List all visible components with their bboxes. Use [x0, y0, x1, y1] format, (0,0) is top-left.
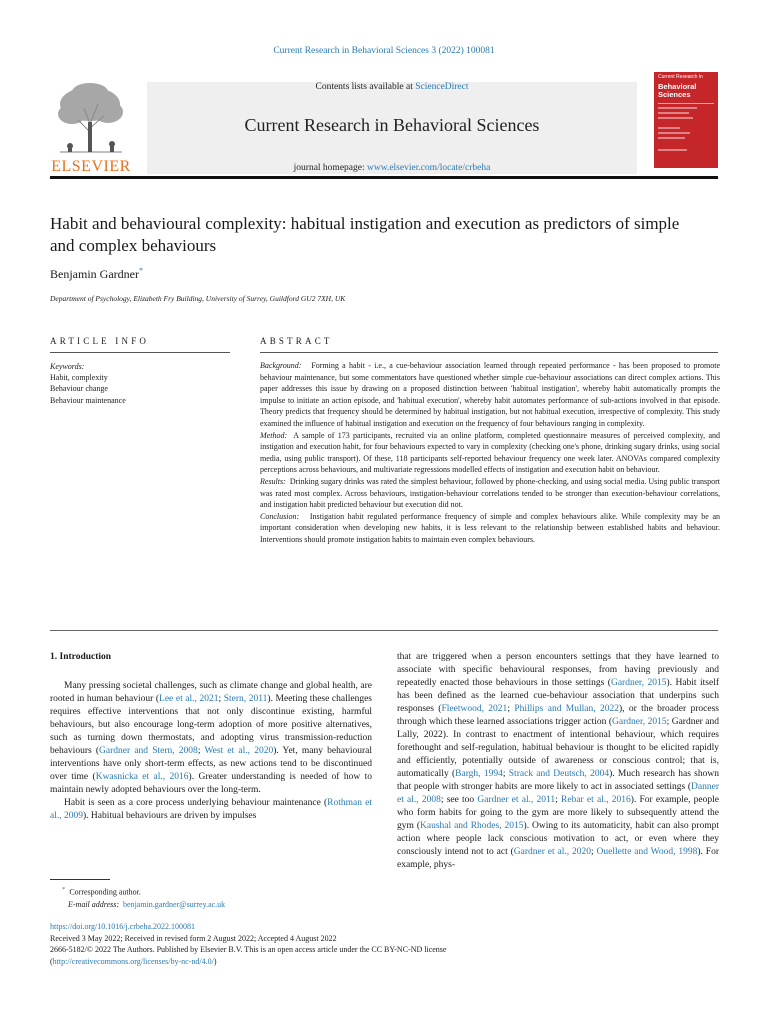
cover-title-line2: Sciences: [658, 89, 691, 99]
intro-paragraph-1: [50, 680, 372, 797]
homepage-link[interactable]: www.elsevier.com/locate/crbeha: [366, 163, 491, 173]
body-text: ). Meeting these challenges requires effective interventions that not only discontinue existing, harmful behaviours, but also encourage long-term adoption of more positive alternatives, such as turning down thermostats, and adopting virus transmission-reduction behaviours (: [50, 694, 373, 756]
keyword-item: Behaviour change: [50, 384, 108, 394]
footnote: [62, 884, 225, 911]
body-text: that are triggered when a person encounters settings that they have learned to associate with specific behavioural responses, from having previously and repeatedly enacted those behaviours in those settings (: [397, 652, 719, 688]
abstract-label: Conclusion:: [260, 511, 300, 521]
keyword-item: Habit, complexity: [50, 373, 108, 383]
email-link[interactable]: benjamin.gardner@surrey.ac.uk: [123, 899, 226, 909]
citation-link[interactable]: Rebar et al., 2016: [561, 795, 631, 805]
abstract-end-rule: [50, 630, 718, 631]
body-text: ;: [507, 704, 515, 714]
footnote-rule: [50, 879, 110, 880]
keywords-block: [50, 361, 230, 406]
intro-paragraph-2: [50, 797, 372, 823]
elsevier-logo: [50, 82, 132, 174]
body-text: ). For example, people who form habits for going to the gym are more likely to subsequently attend the gym (: [397, 795, 719, 831]
citation-link[interactable]: Gardner et al., 2011: [477, 795, 556, 805]
abstract-label: Background:: [260, 361, 302, 370]
license-link[interactable]: http://creativecommons.org/licenses/by-nc-nd/4.0/: [52, 956, 214, 966]
body-text: Many pressing societal challenges, such as climate change and global health, are rooted in human behaviour (: [50, 681, 372, 704]
journal-title: Current Research in Behavioral Sciences: [244, 115, 540, 135]
body-text: ). Owing to its automaticity, habit can also prompt action where people lack conscious motivation to act, or even where they consciously intend not to act (: [397, 821, 719, 857]
publisher-name: ELSEVIER: [51, 158, 131, 175]
received-dates: Received 3 May 2022; Received in revised form 2 August 2022; Accepted 4 August 2022: [50, 933, 337, 943]
abstract-text: Drinking sugary drinks was rated the simplest behaviour, followed by phone-checking, and using social media. Using public transport was rated most complex. Across behaviours, instigation-behaviour correlations tended to be stronger than execution-behaviour correlations, and instigation habit predicted behaviour but execution did not.: [260, 476, 721, 510]
citation-link[interactable]: Bargh, 1994: [455, 769, 503, 779]
email-label: E-mail address:: [68, 899, 120, 909]
abstract-text: Instigation habit regulated performance frequency of simple and complex behaviours alike. While complexity may be an important consideration when developing new habits, it is less relevant to the relationship between established habits and behaviour. Interventions should promote instigation habits to maintain even complex behaviours.: [260, 511, 720, 544]
abstract-label: Results:: [260, 476, 286, 486]
citation-link[interactable]: Ouellette and Wood, 1998: [596, 847, 698, 857]
cover-title-line1: Behavioral: [658, 81, 697, 91]
abstract-rule: [260, 352, 718, 353]
citation-link[interactable]: Kaushal and Rhodes, 2015: [420, 821, 524, 831]
abstract-body: [260, 360, 720, 546]
article-title: Habit and behavioural complexity: habitual instigation and execution as predictors of simple and complex behaviours: [50, 214, 680, 255]
body-text: ). For example, phys-: [397, 847, 719, 870]
cover-divider: [658, 103, 714, 104]
license-url-line: (http://creativecommons.org/licenses/by-nc-nd/4.0/): [50, 956, 217, 966]
citation-link[interactable]: Danner et al., 2008: [397, 782, 719, 805]
corresponding-mark[interactable]: *: [138, 266, 143, 275]
contents-prefix: Contents lists available at: [315, 82, 413, 92]
journal-info-box: [147, 82, 637, 174]
body-text: ; Gardner and Lally, 2022). In contrast to enactment of intentional behaviour, which requires forethought and self-regulation, habitual behaviour is thought to be elicited rapidly and efficiently, potentially outside of awareness or conscious control; that is, automatically (: [397, 717, 719, 779]
body-text: ). Habitual behaviours are driven by impulses: [82, 811, 257, 821]
article-info-heading: ARTICLE INFO: [50, 336, 150, 346]
header-rule: [50, 176, 718, 179]
contents-line: [147, 82, 637, 92]
body-right-column: [397, 651, 719, 872]
cover-top-text: Current Research in: [658, 74, 703, 80]
keyword-item: Behaviour maintenance: [50, 395, 126, 405]
affiliation: Department of Psychology, Elizabeth Fry Building, University of Surrey, Guildford GU2 7XH, UK: [50, 294, 346, 303]
body-text: ;: [197, 746, 205, 756]
author-line: [50, 266, 143, 282]
citation-link[interactable]: Fleetwood, 2021: [441, 704, 508, 714]
citation-link[interactable]: Kwasnicka et al., 2016: [95, 772, 189, 782]
abstract-text: A sample of 173 participants, recruited via an online platform, completed questionnaire measures of perceived complexity, and instigation and execution habit, for four behaviours expected to vary in complexity (checking one's phone, drinking sugary drinks, using social media, using public transport). Of these, 118 participants self-reported behaviour frequency one week later. ANOVAs compared complexity perceptions across behaviours, and multivariate regressions modelled effects of instigation and execution habit on behaviour.: [260, 430, 720, 475]
citation-link[interactable]: Stern, 2011: [223, 694, 268, 704]
abstract-background: [260, 360, 720, 430]
footnote-mark: *: [62, 886, 66, 893]
page-footer: [50, 921, 710, 967]
body-text: ;: [555, 795, 562, 805]
body-text: Habit is seen as a core process underlying behaviour maintenance (: [64, 798, 328, 808]
citation-link[interactable]: Phillips and Mullan, 2022: [514, 704, 619, 714]
citation-link[interactable]: West et al., 2020: [204, 746, 274, 756]
citation-link[interactable]: Rothman et al., 2009: [50, 798, 372, 821]
body-text: ). Greater understanding is needed of how to maintain newly adopted behaviours over the long-term.: [50, 772, 372, 795]
abstract-heading: ABSTRACT: [260, 336, 333, 346]
citation-link[interactable]: Strack and Deutsch, 2004: [508, 769, 610, 779]
body-text: ; see too: [440, 795, 478, 805]
body-text: ;: [591, 847, 597, 857]
citation-link[interactable]: Gardner and Stern, 2008: [99, 746, 198, 756]
homepage-prefix: journal homepage:: [293, 163, 365, 173]
license-text: 2666-5182/© 2022 The Authors. Published by Elsevier B.V. This is an open access article under the CC BY-NC-ND license: [50, 945, 447, 954]
abstract-label: Method:: [260, 430, 288, 440]
email-line: [62, 899, 225, 911]
corresponding-label: Corresponding author.: [69, 887, 141, 897]
body-text: ;: [502, 769, 509, 779]
citation-link[interactable]: Gardner, 2015: [612, 717, 667, 727]
body-text: ). Yet, many behavioural interventions have only short-term effects, as new actions tend to be discontinued over time (: [50, 746, 372, 782]
body-text: ). Habit itself has been defined as the learned cue-behaviour association that underpins such responses (: [397, 678, 719, 714]
abstract-results: [260, 476, 720, 511]
journal-citation[interactable]: Current Research in Behavioral Sciences 3 (2022) 100081: [273, 46, 495, 56]
body-left-column: [50, 651, 372, 823]
article-info-rule: [50, 352, 230, 353]
body-text: ), or the broader process through which these learned associations trigger action (: [397, 704, 720, 727]
abstract-method: [260, 430, 720, 476]
cover-fineprint: [658, 107, 714, 151]
journal-header: [50, 70, 718, 174]
keywords-label: Keywords:: [50, 362, 85, 371]
homepage-line: [147, 163, 637, 173]
journal-cover-image: [654, 72, 718, 168]
citation-link[interactable]: Gardner, 2015: [610, 678, 667, 688]
intro-paragraph-continued: [397, 651, 719, 872]
corresponding-note: [62, 884, 225, 899]
abstract-text: Forming a habit - i.e., a cue-behaviour association learned through repeated performance - has been proposed to promote behaviour maintenance, but some commentators have questioned whether simple cue-behaviour associations can direct complex actions. This paper addresses this issue by drawing on a proposed distinction between 'habitual instigation', whereby habit automatically prompts the impulse to initiate an action episode, and 'habitual execution', whereby habit automates performance of sub-actions involved in that episode. Theory predicts that frequency should be determined by habitual instigation, but not habitual execution, irrespective of complexity. This study examined the influence of habitual instigation and execution on the frequency of four behaviours ranging in complexity.: [260, 361, 721, 428]
elsevier-tree-icon: [50, 82, 132, 154]
citation-link[interactable]: Gardner et al., 2020: [513, 847, 591, 857]
body-text: ;: [218, 694, 224, 704]
abstract-conclusion: [260, 511, 720, 546]
sciencedirect-link[interactable]: ScienceDirect: [415, 82, 469, 92]
body-text: ). Much research has shown that people with stronger habits are more likely to act in associated settings (: [397, 769, 719, 792]
doi-link[interactable]: https://doi.org/10.1016/j.crbeha.2022.100081: [50, 922, 195, 931]
citation-link[interactable]: Lee et al., 2021: [159, 694, 219, 704]
author-name[interactable]: Benjamin Gardner: [50, 267, 139, 281]
section-heading: 1. Introduction: [50, 652, 112, 662]
